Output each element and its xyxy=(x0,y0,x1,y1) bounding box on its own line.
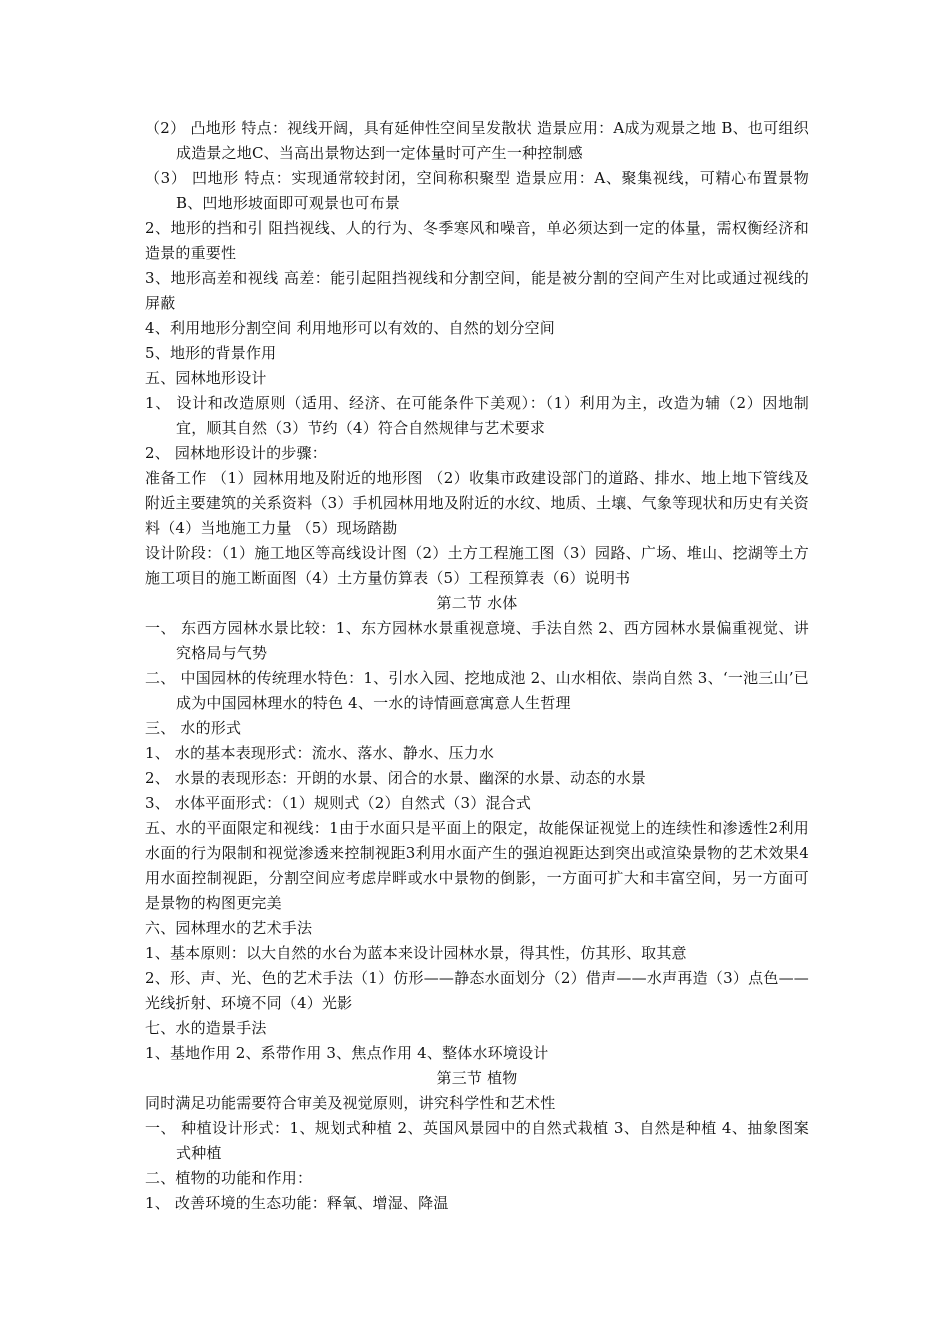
para-chinese-water-features: 二、 中国园林的传统理水特色：1、引水入园、挖地成池 2、山水相依、崇尚自然 3、‘一池三山’已成为中国园林理水的特色 4、一水的诗情画意寓意人生哲理 xyxy=(145,669,809,712)
para-form-sound-light-color: 2、形、声、光、色的艺术手法（1）仿形——静态水面划分（2）借声——水声再造（3）点色——光线折射、环境不同（4）光影 xyxy=(145,969,809,1012)
para-landform-divide-space: 4、利用地形分割空间 利用地形可以有效的、自然的划分空间 xyxy=(145,319,555,337)
section-title-plants: 第三节 植物 xyxy=(436,1069,518,1087)
para-design-steps: 2、 园林地形设计的步骤： xyxy=(145,444,327,462)
para-concave-landform: （3） 凹地形 特点：实现通常较封闭，空间称积聚型 造景应用：A、聚集视线，可精心布置景物 B、凹地形坡面即可观景也可布景 xyxy=(145,169,809,212)
heading-water-forms: 三、 水的形式 xyxy=(145,719,242,737)
heading-plant-functions: 二、植物的功能和作用： xyxy=(145,1169,313,1187)
para-design-principles: 1、 设计和改造原则（适用、经济、在可能条件下美观）：（1）利用为主，改造为辅（2）因地制宜，顺其自然（3）节约（4）符合自然规律与艺术要求 xyxy=(145,394,809,437)
para-preparation-work: 准备工作 （1）园林用地及附近的地形图 （2）收集市政建设部门的道路、排水、地上地下管线及附近主要建筑的关系资料（3）手机园林用地及附近的水纹、地质、土壤、气象等现状和历史有关资料（4）当地施工力量 （5）现场踏勘 xyxy=(145,469,809,537)
para-ecological-function: 1、 改善环境的生态功能：释氧、增湿、降温 xyxy=(145,1194,449,1212)
para-landform-height-sight: 3、地形高差和视线 高差：能引起阻挡视线和分割空间，能是被分割的空间产生对比或通过视线的屏蔽 xyxy=(145,269,809,312)
para-water-plan-forms: 3、 水体平面形式：（1）规则式（2）自然式（3）混合式 xyxy=(145,794,532,812)
para-east-west-water: 一、 东西方园林水景比较：1、东方园林水景重视意境、手法自然 2、西方园林水景偏重视觉、讲究格局与气势 xyxy=(145,619,809,662)
para-landform-background: 5、地形的背景作用 xyxy=(145,344,277,362)
para-water-roles: 1、基地作用 2、系带作用 3、焦点作用 4、整体水环境设计 xyxy=(145,1044,549,1062)
para-design-stage: 设计阶段：（1）施工地区等高线设计图（2）土方工程施工图（3）园路、广场、堆山、挖湖等土方施工项目的施工断面图（4）土方量仿算表（5）工程预算表（6）说明书 xyxy=(145,544,809,587)
heading-water-art-methods: 六、园林理水的艺术手法 xyxy=(145,919,313,937)
para-convex-landform: （2） 凸地形 特点：视线开阔，具有延伸性空间呈发散状 造景应用：A成为观景之地 B、也可组织成造景之地C、当高出景物达到一定体量时可产生一种控制感 xyxy=(145,119,809,162)
para-water-plane-sight: 五、水的平面限定和视线：1由于水面只是平面上的限定，故能保证视觉上的连续性和渗透性2利用水面的行为限制和视觉渗透来控制视距3利用水面产生的强迫视距达到突出或渲染景物的艺术效果4用水面控制视距，分割空间应考虑岸畔或水中景物的倒影，一方面可扩大和丰富空间，另一方面可是景物的构图更完美 xyxy=(145,819,809,912)
section-title-water: 第二节 水体 xyxy=(436,594,518,612)
para-water-basic-forms: 1、 水的基本表现形式：流水、落水、静水、压力水 xyxy=(145,744,495,762)
heading-landform-design: 五、园林地形设计 xyxy=(145,369,267,387)
para-plants-intro: 同时满足功能需要符合审美及视觉原则，讲究科学性和艺术性 xyxy=(145,1094,556,1112)
document-page xyxy=(145,116,809,1216)
para-planting-forms: 一、 种植设计形式：1、规划式种植 2、英国风景园中的自然式栽植 3、自然是种植 4、抽象图案式种植 xyxy=(145,1119,809,1162)
para-basic-principle: 1、基本原则：以大自然的水台为蓝本来设计园林水景，得其性，仿其形、取其意 xyxy=(145,944,687,962)
para-landform-block-guide: 2、地形的挡和引 阻挡视线、人的行为、冬季寒风和噪音，单必须达到一定的体量，需权衡经济和造景的重要性 xyxy=(145,219,809,262)
heading-water-scene-methods: 七、水的造景手法 xyxy=(145,1019,267,1037)
para-water-scene-forms: 2、 水景的表现形态：开朗的水景、闭合的水景、幽深的水景、动态的水景 xyxy=(145,769,647,787)
